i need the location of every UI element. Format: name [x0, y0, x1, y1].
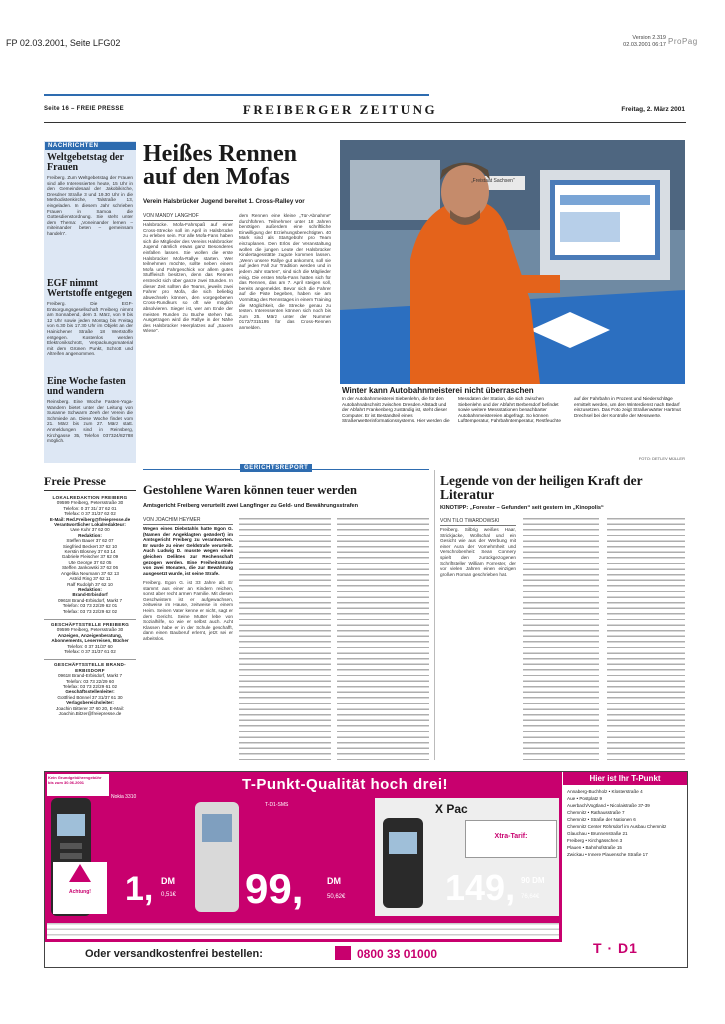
legende-byline: VON TILO TWARDOWSKI	[440, 518, 516, 526]
contact-head-1: LOKALREDAKTION FREIBERG	[52, 495, 128, 500]
main-subtitle: Verein Halsbrücker Jugend bereitet 1. Cross-Ralley vor	[143, 198, 305, 205]
news-text-2: Freiberg. Die EGF-Entsorgungsgesellschaft Freiberg nimmt am Sonnabend, dem 3. März, von 9 bis 12 Uhr sowie jeden Montag bis Freitag von 6.30 bis 17.30 Uhr im Objekt an der Hainichener Straße 18 Wertstoffe entgegen. Kostenlos werden Elektronikschrott, Verpackungsmaterial mit dem Grünen Punkt, Schrott und Altreifen angenommen.	[47, 301, 133, 357]
offer3-unit: 90 DM	[521, 876, 545, 885]
sign-text: „Freistaat Sachsen“	[471, 178, 515, 184]
store-item: Plauen • Bahnhofstraße 15	[567, 845, 622, 850]
contact-line: Angelika Neumann 37 62 13	[61, 570, 119, 576]
text-lines	[239, 518, 331, 760]
contact-line: Gottfried Bönnel 37 31/37 61 30	[57, 694, 123, 700]
text-lines	[607, 518, 685, 760]
phone-t-d1	[195, 802, 239, 912]
store-item: Chemnitz • Rathausstraße 7	[567, 810, 625, 815]
freie-presse-logo: Freie Presse	[44, 474, 136, 491]
xtra-sticker	[465, 820, 557, 858]
ad-fineprint	[47, 923, 559, 939]
contact-line: Uwe Kuhr 37 62 00	[70, 527, 110, 533]
contact-line: Abonnements, Leserreisen, Bücher	[51, 638, 129, 644]
phone-screen	[389, 832, 417, 854]
contact-line: Verantwortlicher Lokalredakteur:	[54, 522, 126, 528]
masthead: FREIBERGER ZEITUNG	[242, 102, 438, 117]
phone-screen	[202, 814, 232, 842]
phone-icon	[335, 946, 351, 960]
news-title-2: EGF nimmt Wertstoffe entgegen	[47, 278, 133, 299]
version-stamp	[606, 35, 666, 48]
offer3-price: 149,	[445, 867, 516, 908]
contact-line: Telefax: 0 37 31/37 61 02	[64, 648, 116, 654]
contact-line: Brand-Erbisdorf	[72, 592, 108, 598]
store-item: Annaberg-Buchholz • Klosterstraße 4	[567, 789, 643, 794]
contact-line: Anzeigen, Anzeigenberatung,	[57, 632, 123, 638]
news-tag: NACHRICHTEN	[45, 142, 136, 150]
main-text-col2: dem Rennen eine kleine „Tür-Abnahme“ durchführen. Teilnehmer unter 18 Jahren benötigen außerdem eine schriftliche Einwilligung der Erziehungsberechtigten. 40 Mark sind als Startgebühr pro Team einzuplanen. Den Erlös der Veranstaltung wollen die jungen Leute der Halsbrücker Kindertagesstätte zugute kommen lassen. „Wenn unsere Rallye gut ankommt, soll sie auf jeden Fall zur Tradition werden und in jedem Jahr starten“, sind sich die Mitglieder einig. Die ersten Mofa-Fans hatten sich für das Rennen, das am 7. April steigen soll, bereits angemeldet. Bevor sich die Fahrer auf die Piste begeben, haben sie am Vormittag des Rennstages in einem Training die Möglichkeit, die Strecke genau zu testen. Interessenten können sich noch bis zum 25. März unter der Nummer 0172/7315195 für das Cross-Rennen anmelden.	[239, 213, 331, 330]
contact-line: 09599 Freiberg, Petersstraße 30	[56, 500, 124, 506]
store-item: Freiberg • Kirchgässchen 3	[567, 838, 623, 843]
store-panel	[563, 772, 687, 967]
t-punkt-ad	[44, 771, 688, 968]
t-d1-logo: T · D1	[593, 940, 638, 956]
ad-notice: Kein Grundgebührengebühr bis zum 30.06.2001	[47, 774, 109, 796]
store-item: Aue • Postplatz 9	[567, 796, 603, 801]
gericht-headline: Gestohlene Waren können teuer werden	[143, 483, 357, 497]
store-list	[563, 785, 687, 861]
gericht-text-col2	[239, 518, 331, 760]
photo-drawing	[340, 140, 685, 384]
store-item: Chemnitz Center Röhrsdorf im Ausbau Chemnitz	[567, 824, 667, 829]
contact-line: Telefax: 0 37 31/37 62 02	[64, 511, 116, 517]
text-lines	[523, 518, 599, 760]
hotline-number: 0800 33 01000	[357, 947, 438, 961]
ad-title: T-Punkt-Qualität hoch drei!	[241, 776, 448, 793]
store-item: Zwickau • Innere Plauensche Straße 17	[567, 852, 648, 857]
contact-head-3: GESCHÄFTSSTELLE BRAND-ERBISDORF	[54, 662, 126, 673]
contact-column	[44, 474, 136, 716]
page-section: Seite 16 – FREIE PRESSE	[44, 106, 124, 112]
offer3-brand: X Pac	[435, 802, 468, 816]
gericht-tag: GERICHTSREPORT	[240, 464, 312, 472]
gericht-subtitle: Amtsgericht Freiberg verurteilt zwei Langfinger zu Geld- und Bewährungsstrafen	[143, 503, 359, 509]
gericht-lead: Wegen eines Diebstahls hatte Egon G. (Namen der Angeklagten geändert) im Amtsgericht Freiberg zu verantworten. Er wurde zu einer Geldstrafe verurteilt. Auch Ludwig D. musste wegen eines gleichen Deliktes zur Rechenschaft gezogen werden. Eine Freiheitsstrafe von zwei Monaten, die zur Bewährung ausgesetzt wurde, ist seine Strafe.	[143, 526, 233, 576]
photo-credit: FOTO: DETLEV MÜLLER	[638, 456, 685, 461]
issue-date: Freitag, 2. März 2001	[621, 106, 685, 113]
contact-line: 09618 Brand-Erbisdorf, Markt 7	[57, 597, 123, 603]
legende-headline: Legende von der heiligen Kraft der Literatur	[440, 473, 643, 502]
legende-text-col3	[607, 518, 685, 760]
gericht-text-col3	[337, 518, 429, 760]
contact-block-geschaeft-brand	[44, 659, 136, 716]
contact-line: 09599 Freiberg, Petersstraße 30	[56, 627, 124, 633]
legende-lead: Freiberg. Silbrig weißes Haar, Strickjacke, Wollschal und ein Gesicht wie aus der Werbung mit einer Aura der Vornehmheit und Verschrobenheit: Sean Connery spielt den zurückgezogenen Schriftsteller William Forrester, der vor vielen Jahren einen einzigen großen Roman geschrieben hat.	[440, 527, 516, 577]
offer2-price: 99,	[245, 865, 304, 912]
header-rule	[44, 122, 686, 123]
phone-screen	[57, 814, 85, 836]
offer2-euro: 50,62€	[327, 894, 346, 900]
contact-line: 09618 Brand-Erbisdorf, Markt 7	[57, 673, 123, 679]
legende-subtitle: KINOTIPP: „Forester – Gefunden“ seit gestern im „Kinopolis“	[440, 505, 604, 511]
contact-line: Telefon: 0 37 31/ 37 62 01	[63, 505, 117, 511]
legende-text-col2	[523, 518, 599, 760]
version-label: Version 2.319	[632, 35, 666, 41]
propag-label: ProPag	[668, 37, 698, 46]
news-text-1: Freiberg. Zum Weltgebetstag der Frauen sind alle Interessierten heute, 15 Uhr in den Gemeindesaal der Jakobikirche, Dresdner Straße 3 und 19.30 Uhr in die Methodistenkirche, Talstraße 13, eingeladen. In diesem Jahr schrieben Frauen in Samoa die Gottesdienstordnung. Sie steht unter dem Thema: „Voneinander lernen – miteinander beten – gemeinsam handeln“.	[47, 175, 133, 236]
photo-caption-title: Winter kann Autobahnmeisterei nicht überraschen	[342, 386, 534, 395]
offer1-brand: Nokia 3310	[111, 794, 137, 800]
offer3-euro: 76,64€	[521, 894, 540, 900]
gericht-body: Freiberg. Egon G. ist 33 Jahre alt. Er stammt aus einer an Kindern reichen, sonst aber recht armen Familie. Mit diesen Geschwistern ist er aufgewachsen, zeitweise im Hause, zeitweise in einem Heim. Seinen Vater kenne er nicht, sagt er dem Gericht. Seine Mutter lebe von Sozialhilfe, so wie er selbst auch. Acht Klassen habe er in der Schule geschafft, dann einen Bauberuf erlernt, jetzt sei er arbeitslos.	[143, 580, 233, 641]
header-blue-rule	[44, 94, 429, 96]
contact-line: Telefon: 03 73 22/29 60	[65, 678, 115, 684]
print-slug: FP 02.03.2001, Seite LFG02	[6, 38, 121, 48]
contact-line: Verlagsbereichsleiter:	[66, 700, 114, 706]
phone-xpac	[383, 818, 423, 908]
warning-sticker	[53, 862, 107, 914]
warning-icon	[53, 862, 107, 884]
store-item: Glauchau • Brunnenstraße 21	[567, 831, 628, 836]
contact-line: Kerstin Blosney 37 63 14	[64, 549, 116, 555]
contact-line: Ute George 37 62 05	[68, 559, 112, 565]
text-lines	[47, 923, 559, 939]
print-time: 02.03.2001 06:17	[623, 41, 666, 48]
text-lines	[337, 518, 429, 760]
gericht-byline: VON JOACHIM HEYMER	[143, 517, 233, 525]
store-item: Chemnitz • Straße der Nationen 6	[567, 817, 636, 822]
offer1-euro: 0,51€	[161, 892, 177, 898]
contact-line: Astrid Ring 37 62 11	[69, 576, 111, 582]
main-headline: Heißes Rennen auf den Mofas	[143, 141, 298, 190]
contact-line: Steffen Jankowski 37 62 06	[61, 565, 119, 571]
store-item: Auerbach/Vogtland • Nicolaistraße 37-39	[567, 803, 650, 808]
contact-line: Joachin Bitterer 37 60 20, E-Mail:	[56, 705, 124, 711]
hotline-label: Oder versandkostenfrei bestellen:	[85, 948, 263, 960]
offer1-price: 1,	[125, 870, 154, 908]
offer2-brand: T-D1-SMS	[265, 802, 289, 808]
contact-line: Joachin.Bitzer@freiepresse.de	[58, 711, 122, 717]
contact-line: Telefon: 03 73 22/29 62 01	[62, 603, 118, 609]
contact-line: Telefax: 03 73 22/29 62 02	[62, 608, 118, 614]
contact-line: Gabriele Fleischer 37 62 09	[61, 554, 119, 560]
contact-line: E-Mail: Red.Freiberg@freiepresse.de	[49, 516, 131, 522]
contact-head-2: GESCHÄFTSSTELLE FREIBERG	[50, 621, 130, 627]
contact-block-redaktion	[44, 495, 136, 614]
photo-autobahnmeisterei	[340, 140, 685, 384]
contact-block-geschaeft-freiberg	[44, 619, 136, 654]
contact-line: Redaktion:	[78, 586, 102, 592]
news-title-3: Eine Woche fasten und wandern	[47, 376, 126, 397]
store-title: Hier ist Ihr T-Punkt	[563, 772, 687, 785]
contact-line: Ralf Rudolph 37 62 10	[67, 581, 113, 587]
photo-caption: In der Autobahnmeisterei Siebenlehn, die für den Autobahnabschnitt zwischen Dresden Altstadt und der Abfahrt Frankenberg zuständig ist, steht dieser Computer. Er ist Bestandteil eines Straßenwetterinformationssystems. Hier werden die Messdaten der Station, die sich zwischen Siebenlehn und der Abfahrt Berbersdorf befindet sowie weitere Messstationen benachbarter Autobahnmeistereien abgefragt. So können Lufttemperatur, Fahrbahntemperatur, Restfeuchte auf der Fahrbahn in Prozent und Niederschläge ermittelt werden, um den Winterdienst nach Bedarf einzusetzen. Das Foto zeigt Straßenwärter Hartmut Drechsel bei der Kontrolle der Messwerte.	[342, 396, 681, 424]
news-text-3: Reinsberg. Eine Woche Fasten-Yoga-Wandern bietet unter der Leitung von Susanne Schwarm Zeeh der Verein die Schmiede an. Diese Woche findet vom 21. März bis zum 27. März statt. Anmeldungen sind in Reinsberg, Kirchgasse 35, Telefon 037324/82788 möglich.	[47, 399, 133, 444]
column-divider	[434, 470, 435, 760]
contact-line: Telefax: 03 73 22/29 61 02	[62, 684, 118, 689]
contact-line: Telefon: 0 37 31/37 60	[67, 643, 113, 649]
contact-line: Redaktion:	[78, 532, 102, 538]
offer1-unit: DM	[161, 876, 175, 886]
news-column	[44, 141, 136, 463]
news-title-1: Weltgebetstag der Frauen	[47, 152, 124, 173]
main-byline: VON MANDY LANGHOF	[143, 213, 233, 221]
contact-line: Steffen Bauer 37 62 07	[66, 538, 114, 544]
xtra-label: Xtra-Tarif:	[494, 833, 528, 840]
contact-line: Geschäftsstellenleiter:	[65, 689, 115, 695]
offer2-unit: DM	[327, 876, 341, 886]
main-text-col1: Halsbrücke. Mofa-Fahrspaß auf einer Cross-Strecke soll im April in Halsbrücke zu erleben sein. Für alle Mofa-Fans haben sich die Mitglieder des Vereins Halsbrücker Jugend nämlich etwas ganz Besonderes einfallen lassen. Sie wollen die erste Halsbrücker Mofa-Rallye starten. Wer teilnehmen möchte, sollte neben einem Mofa und Fahrgeschick vor allem gutes Stuffleisch besitzen, denn das Rennen erstreckt sich über ganze zwei Stunden. In dieser Zeit sollten die Teams, jeweils zwei Fahrer pro Mofa, die sich beliebig abwechseln können, den vorgegebenen Cross-Rundkurs so oft wie möglich absolvieren. Sieger ist, wer am Ende der meisten Runden zu Buche stehen hat. Ausgetragen wird die Rallye in der Nähe des Halsbrücker Heerplatzes auf „Saxem Wiese“.	[143, 222, 233, 334]
sticker-text: Achtung!	[69, 889, 91, 895]
contact-line: Siegfried Beckert 37 62 10	[62, 543, 118, 549]
